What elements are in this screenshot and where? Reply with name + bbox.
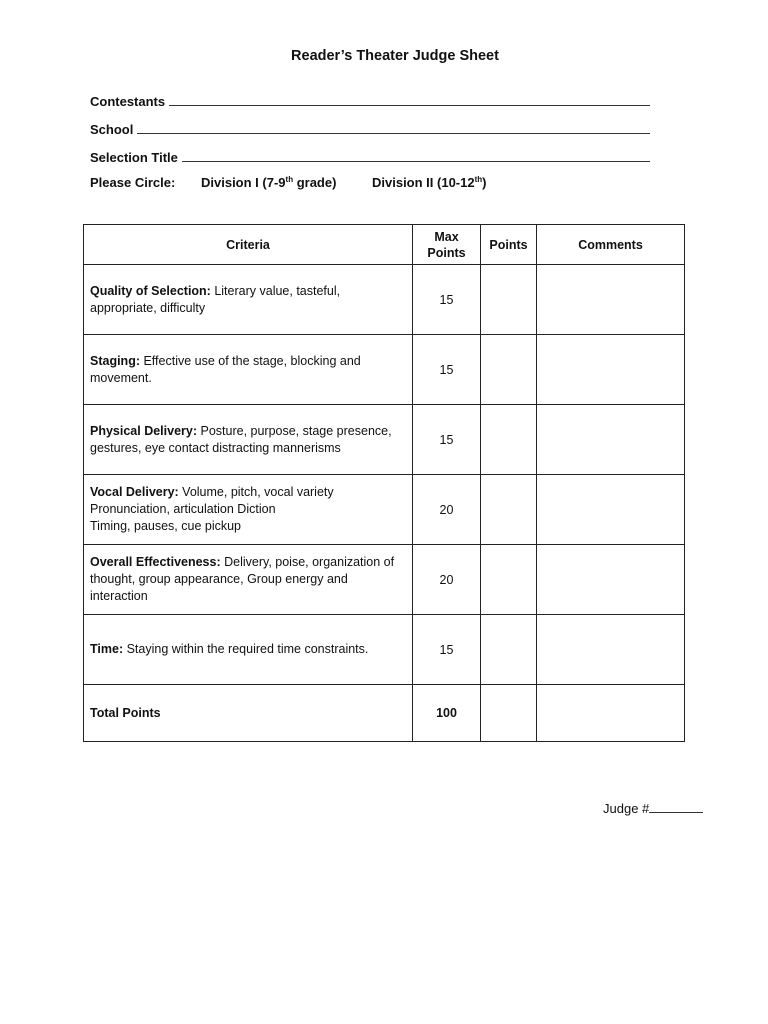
- max-points-cell: 20: [413, 545, 481, 615]
- points-entry-cell[interactable]: [481, 405, 537, 475]
- page-title: Reader’s Theater Judge Sheet: [291, 48, 499, 64]
- criterion-cell: Physical Delivery: Posture, purpose, stage presence, gestures, eye contact distracting mannerisms: [84, 405, 413, 475]
- comments-entry-cell[interactable]: [537, 265, 685, 335]
- judge-number-label: Judge #: [603, 801, 650, 816]
- please-circle-label: Please Circle:: [90, 175, 176, 190]
- max-points-cell: 15: [413, 405, 481, 475]
- scoring-table: [83, 224, 685, 742]
- points-entry-cell[interactable]: [481, 475, 537, 545]
- school-label: School: [90, 122, 134, 137]
- division-1-option[interactable]: Division I (7-9th grade): [201, 175, 337, 190]
- max-points-cell: 15: [413, 335, 481, 405]
- criterion-cell: Vocal Delivery: Volume, pitch, vocal variety Pronunciation, articulation Diction Timing, pauses, cue pickup: [84, 475, 413, 545]
- max-points-cell: 15: [413, 615, 481, 685]
- points-entry-cell[interactable]: [481, 335, 537, 405]
- comments-entry-cell[interactable]: [537, 335, 685, 405]
- total-max-points: 100: [413, 685, 481, 742]
- division-circle-row: [90, 175, 487, 190]
- selection-title-field[interactable]: [90, 147, 650, 165]
- comments-header: Comments: [537, 225, 685, 265]
- total-row: [84, 685, 685, 742]
- contestants-label: Contestants: [90, 94, 166, 109]
- school-blank-line[interactable]: [137, 133, 650, 134]
- max-points-cell: 15: [413, 265, 481, 335]
- table-row: [84, 265, 685, 335]
- comments-entry-cell[interactable]: [537, 615, 685, 685]
- max-points-header: Max Points: [413, 225, 481, 265]
- points-header: Points: [481, 225, 537, 265]
- judge-number-blank-line[interactable]: [649, 800, 703, 813]
- criterion-cell: Staging: Effective use of the stage, blocking and movement.: [84, 335, 413, 405]
- comments-entry-cell[interactable]: [537, 545, 685, 615]
- school-field[interactable]: [90, 119, 650, 137]
- table-row: [84, 545, 685, 615]
- comments-entry-cell[interactable]: [537, 405, 685, 475]
- points-entry-cell[interactable]: [481, 265, 537, 335]
- table-header-row: [84, 225, 685, 265]
- total-points-entry-cell[interactable]: [481, 685, 537, 742]
- table-row: [84, 405, 685, 475]
- criterion-cell: Overall Effectiveness: Delivery, poise, organization of thought, group appearance, Group energy and interaction: [84, 545, 413, 615]
- criterion-cell: Time: Staying within the required time constraints.: [84, 615, 413, 685]
- criteria-header: Criteria: [84, 225, 413, 265]
- criterion-cell: Quality of Selection: Literary value, tasteful, appropriate, difficulty: [84, 265, 413, 335]
- total-points-label: Total Points: [84, 685, 413, 742]
- contestants-blank-line[interactable]: [169, 105, 650, 106]
- table-row: [84, 475, 685, 545]
- judge-number-field[interactable]: [603, 800, 703, 816]
- total-comments-entry-cell[interactable]: [537, 685, 685, 742]
- max-points-cell: 20: [413, 475, 481, 545]
- table-row: [84, 615, 685, 685]
- division-2-option[interactable]: Division II (10-12th): [372, 175, 487, 190]
- points-entry-cell[interactable]: [481, 615, 537, 685]
- comments-entry-cell[interactable]: [537, 475, 685, 545]
- selection-title-label: Selection Title: [90, 150, 178, 165]
- contestants-field[interactable]: [90, 91, 650, 109]
- points-entry-cell[interactable]: [481, 545, 537, 615]
- selection-title-blank-line[interactable]: [182, 161, 650, 162]
- table-row: [84, 335, 685, 405]
